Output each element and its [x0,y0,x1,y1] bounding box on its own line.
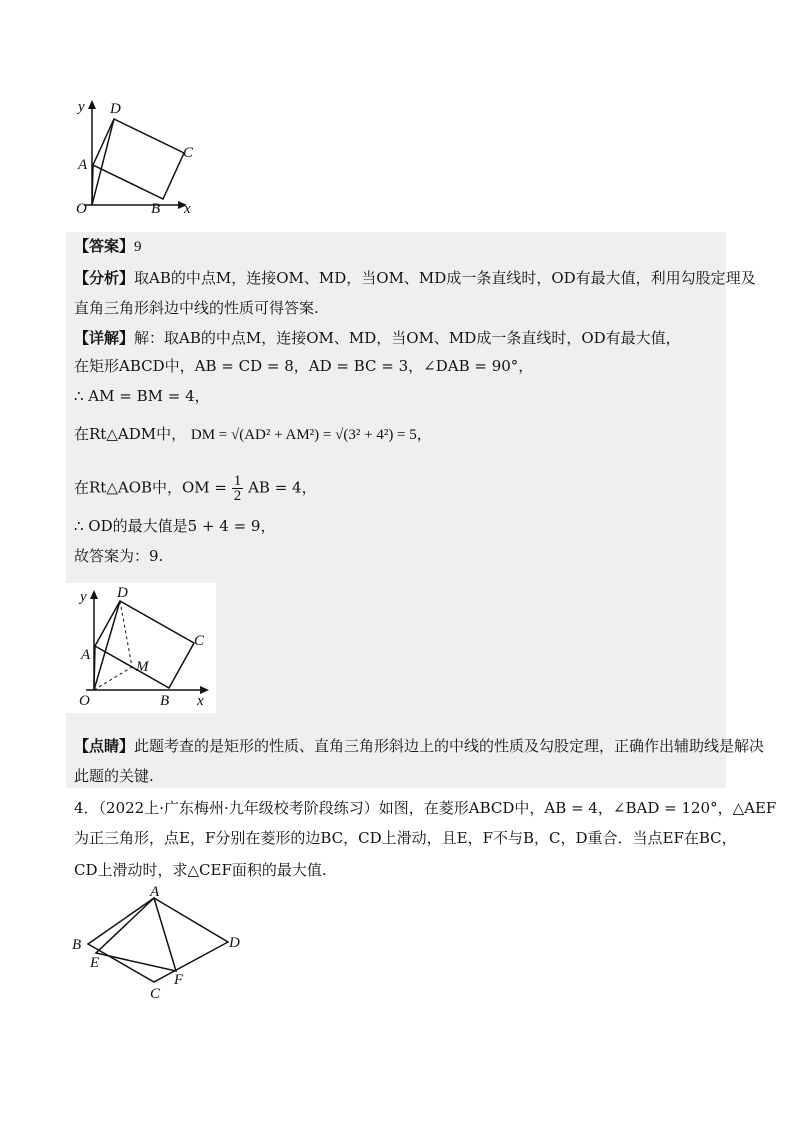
label-E: E [90,955,100,971]
question4-text-1: 4．（2022上·广东梅州·九年级校考阶段练习）如图，在菱形ABCD中，AB = 4，∠BAD = 120°，△AEF [74,799,777,817]
detail-label: 【详解】 [74,329,135,347]
question4-text-2: 为正三角形，点E，F分别在菱形的边BC，CD上滑动，且E，F不与B，C，D重合．当点EF在BC， [74,829,737,847]
detail-text-1: 解：取AB的中点M，连接OM、MD，当OM、MD成一条直线时，OD有最大值， [134,329,681,347]
fraction-one-half [232,474,244,503]
detail-text-2: 在矩形ABCD中，AB = CD = 8，AD = BC = 3，∠DAB = 90°， [74,357,534,375]
y-axis-arrow [88,100,96,109]
question4-line-1 [74,798,776,818]
detail-line-1 [74,328,681,348]
label-D: D [110,101,121,117]
figure-rectangle-with-midpoint [66,583,216,713]
label-B: B [151,201,161,217]
label-C: C [194,633,205,649]
label-A: A [78,157,88,173]
segment-DM-dashed [120,601,132,667]
detail-line-5 [74,474,317,503]
comment-line-2 [74,766,154,786]
analysis-text-1: 取AB的中点M，连接OM、MD，当OM、MD成一条直线时，OD有最大值，利用勾股定理及 [134,269,756,287]
detail-text-5-prefix: 在Rt△AOB中，OM = [74,478,228,497]
label-x: x [197,693,204,709]
analysis-text-2: 直角三角形斜边中线的性质可得答案. [74,299,319,317]
label-D: D [117,585,128,601]
label-x: x [184,201,191,217]
question4-text-3: CD上滑动时，求△CEF面积的最大值. [74,861,327,879]
detail-line-3 [74,386,210,406]
triangle-AEF [96,898,176,971]
figure-rhombus [66,886,256,1006]
comment-label: 【点睛】 [74,737,135,755]
answer-line [74,236,142,257]
analysis-line-1 [74,268,756,288]
rectangle-ABCD [93,119,184,199]
comment-text-1: 此题考查的是矩形的性质、直角三角形斜边上的中线的性质及勾股定理，正确作出辅助线是解决 [134,737,765,755]
label-C: C [150,986,161,1002]
detail-line-2 [74,356,533,376]
fraction-numerator: 1 [233,473,242,489]
label-B: B [72,937,82,953]
formula-dm: DM = √(AD² + AM²) = √(3² + 4²) = 5， [190,427,432,443]
segment-OA [94,646,95,690]
question4-line-2 [74,828,737,848]
answer-value: 9 [134,239,142,255]
figure-rectangle-on-axes [66,95,206,220]
answer-label: 【答案】 [74,237,135,255]
detail-text-3: ∴ AM = BM = 4， [74,387,210,405]
detail-text-5-suffix: AB = 4， [248,478,317,497]
detail-line-7 [74,546,163,566]
label-y: y [80,589,87,605]
question4-line-3 [74,860,327,880]
label-y: y [78,99,85,115]
label-F: F [174,972,184,988]
y-axis-arrow [90,590,98,599]
segment-OD [92,119,114,205]
detail-line-6 [74,516,275,536]
detail-line-4 [74,424,432,445]
analysis-line-2 [74,298,319,318]
label-O: O [76,201,87,217]
analysis-label: 【分析】 [74,269,135,287]
detail-text-4-prefix: 在Rt△ADM中， [74,425,187,443]
label-D: D [229,935,240,951]
label-A: A [150,886,160,900]
comment-line-1 [74,736,764,756]
label-C: C [183,145,194,161]
fraction-denominator: 2 [233,488,242,504]
label-B: B [160,693,170,709]
comment-text-2: 此题的关键. [74,767,154,785]
detail-text-7: 故答案为：9. [74,547,164,565]
label-M: M [136,659,149,675]
label-O: O [79,693,90,709]
detail-text-6: ∴ OD的最大值是5 + 4 = 9， [74,517,276,535]
label-A: A [81,647,91,663]
